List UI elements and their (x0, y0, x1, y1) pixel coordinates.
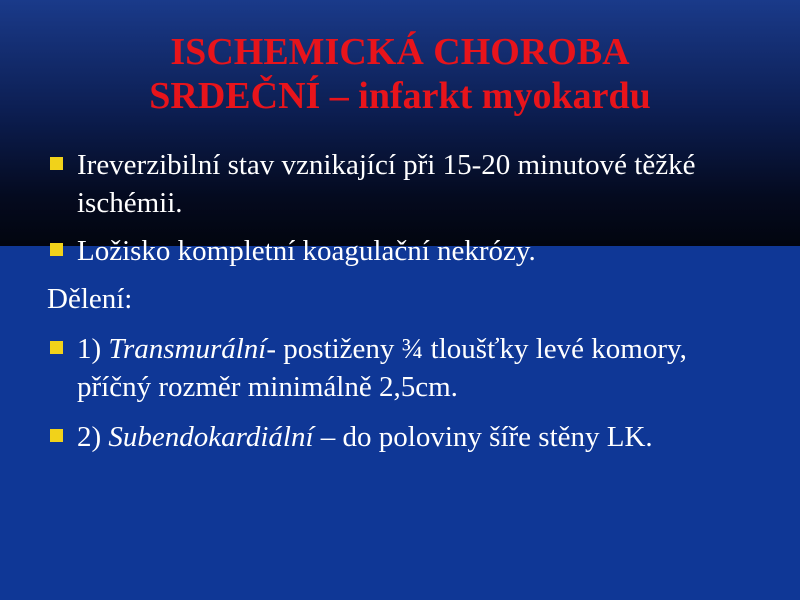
square-bullet-icon (50, 157, 63, 170)
bullet-item-2 (0, 232, 800, 270)
slide-content (0, 146, 800, 456)
title-line-1: ISCHEMICKÁ CHOROBA (170, 31, 630, 73)
bullet-item-prefix: 2) (77, 421, 109, 453)
square-bullet-icon (50, 243, 63, 256)
bullet-item-text: Ireverzibilní stav vznikající při 15-20 minutové těžké ischémii. (77, 149, 696, 219)
section-label: Dělení: (47, 283, 133, 315)
bullet-item-prefix: 1) (77, 333, 109, 365)
bullet-item-emphasis: Subendokardiální (108, 421, 314, 453)
bullet-item-text: Ložisko kompletní koagulační nekrózy. (77, 235, 536, 267)
bullet-item-3 (0, 330, 800, 406)
bullet-item-rest: - postiženy ¾ tloušťky levé komory, příčný rozměr minimálně 2,5cm. (77, 333, 687, 403)
bullet-item-rest: – do poloviny šíře stěny LK. (313, 421, 653, 453)
square-bullet-icon (50, 341, 63, 354)
title-line-2: SRDEČNÍ – infarkt myokardu (149, 75, 651, 117)
bullet-item-4 (0, 418, 800, 456)
bullet-item-emphasis: Transmurální (108, 333, 267, 365)
bullet-item-1 (0, 146, 800, 222)
slide-title (0, 30, 800, 118)
square-bullet-icon (50, 429, 63, 442)
